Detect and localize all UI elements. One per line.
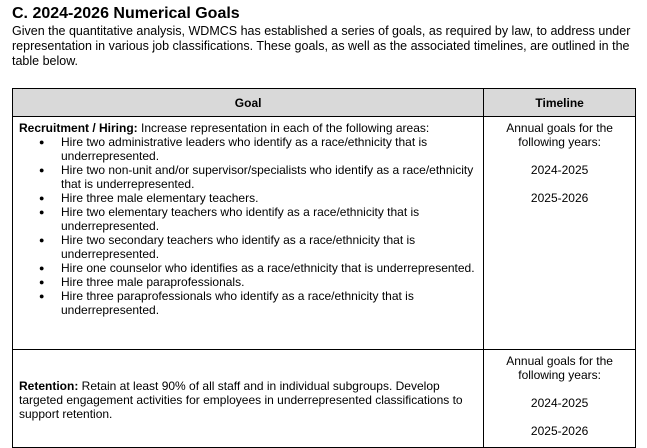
recruitment-intro xyxy=(19,121,477,135)
recruitment-goal-cell xyxy=(13,117,484,350)
list-item: ● Hire two administrative leaders who identify as a race/ethnicity that is underrepresented. xyxy=(19,135,477,163)
retention-goal-cell xyxy=(13,350,484,448)
list-item: ● Hire three male elementary teachers. xyxy=(19,191,477,205)
recruitment-timeline-cell xyxy=(484,117,636,350)
timeline-intro: Annual goals for the following years: xyxy=(506,354,613,382)
section-heading: C. 2024-2026 Numerical Goals xyxy=(12,5,240,22)
goal-column-header: Goal xyxy=(13,89,484,117)
list-item: ● Hire two secondary teachers who identify as a race/ethnicity that is underrepresented. xyxy=(19,233,477,261)
timeline-year: 2024-2025 xyxy=(530,163,589,177)
recruitment-row xyxy=(13,117,636,350)
timeline-year: 2024-2025 xyxy=(530,396,589,410)
timeline-intro: Annual goals for the following years: xyxy=(506,121,613,149)
intro-paragraph: Given the quantitative analysis, WDMCS has established a series of goals, as required by law, to address under representation in various job classifications. These goals, as well as the associated timelines, are outlined in the table below. xyxy=(12,24,631,68)
list-item: ● Hire three paraprofessionals who identify as a race/ethnicity that is underrepresented. xyxy=(19,289,477,317)
retention-description: Retain at least 90% of all staff and in individual subgroups. Develop targeted engagement activities for employees in underrepresented classifications to support retention. xyxy=(19,378,463,421)
list-item: ● Hire two elementary teachers who identify as a race/ethnicity that is underrepresented. xyxy=(19,205,477,233)
table-header-row xyxy=(13,89,636,117)
timeline-column-header: Timeline xyxy=(484,89,636,117)
retention-timeline-cell xyxy=(484,350,636,448)
recruitment-label: Recruitment / Hiring: xyxy=(19,121,138,135)
goals-table xyxy=(12,88,636,448)
retention-label: Retention: xyxy=(19,378,79,393)
recruitment-lead: Increase representation in each of the following areas: xyxy=(137,121,430,135)
retention-row xyxy=(13,350,636,448)
list-item: ● Hire three male paraprofessionals. xyxy=(19,275,477,289)
retention-text xyxy=(19,377,477,421)
timeline-year: 2025-2026 xyxy=(530,191,589,205)
timeline-year: 2025-2026 xyxy=(530,424,589,438)
list-item: ● Hire two non-unit and/or supervisor/specialists who identify as a race/ethnicity that is underrepresented. xyxy=(19,163,477,191)
list-item: ● Hire one counselor who identifies as a race/ethnicity that is underrepresented. xyxy=(19,261,477,275)
recruitment-list xyxy=(19,135,477,317)
